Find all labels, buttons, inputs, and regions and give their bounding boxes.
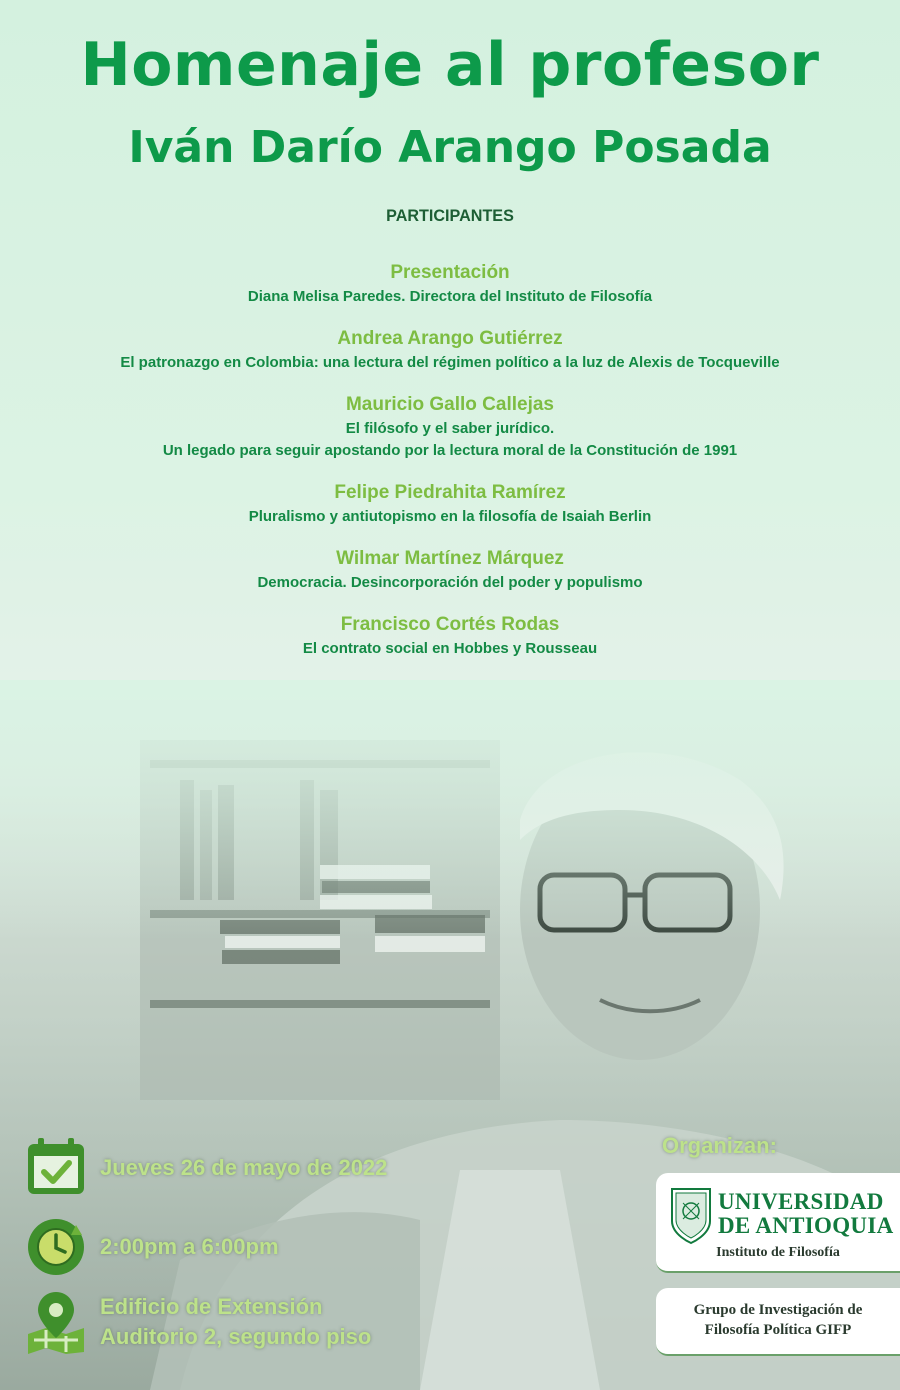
speaker-name: Andrea Arango Gutiérrez xyxy=(337,328,563,349)
speaker-item xyxy=(0,326,900,374)
clock-icon xyxy=(24,1215,88,1279)
speaker-name: Francisco Cortés Rodas xyxy=(340,614,560,635)
speaker-name: Felipe Piedrahita Ramírez xyxy=(334,482,566,503)
university-name-line-2: DE ANTIOQUIA xyxy=(718,1213,894,1238)
speaker-topic: El patronazgo en Colombia: una lectura del régimen político a la luz de Alexis de Tocqueville xyxy=(120,354,780,371)
map-pin-icon xyxy=(24,1290,88,1354)
speaker-item xyxy=(0,546,900,594)
event-place xyxy=(100,1292,371,1352)
speaker-topic: Diana Melisa Paredes. Directora del Instituto de Filosofía xyxy=(247,288,653,305)
speaker-topic: El filósofo y el saber jurídico. xyxy=(345,420,555,437)
event-date: Jueves 26 de mayo de 2022 xyxy=(100,1155,388,1180)
universidad-de-antioquia-card xyxy=(656,1173,900,1273)
participants-heading: PARTICIPANTES xyxy=(386,206,514,225)
organizers-heading: Organizan: xyxy=(662,1133,777,1158)
speaker-name: Presentación xyxy=(390,262,510,283)
gifp-card xyxy=(656,1288,900,1356)
university-seal-icon xyxy=(668,1185,714,1247)
event-time-row xyxy=(24,1215,279,1279)
event-place-row xyxy=(24,1290,371,1354)
group-name-line-2: Filosofía Política GIFP xyxy=(704,1322,852,1338)
speaker-item xyxy=(0,612,900,660)
event-place-line-2: Auditorio 2, segundo piso xyxy=(100,1324,372,1349)
speaker-topic: Democracia. Desincorporación del poder y populismo xyxy=(257,574,643,591)
speaker-item xyxy=(0,260,900,308)
event-place-line-1: Edificio de Extensión xyxy=(100,1294,323,1319)
speaker-name: Wilmar Martínez Márquez xyxy=(336,548,564,569)
speaker-name: Mauricio Gallo Callejas xyxy=(345,394,555,415)
group-name-line-1: Grupo de Investigación de xyxy=(693,1302,863,1318)
calendar-check-icon xyxy=(24,1136,88,1200)
institute-name: Instituto de Filosofía xyxy=(716,1245,840,1260)
speaker-item xyxy=(0,392,900,462)
title-line-2: Iván Darío Arango Posada xyxy=(128,122,772,173)
photo-fade xyxy=(0,680,900,940)
speaker-item xyxy=(0,480,900,528)
speaker-topic: El contrato social en Hobbes y Rousseau xyxy=(302,640,598,657)
event-date-row xyxy=(24,1136,387,1200)
university-name-line-1: UNIVERSIDAD xyxy=(718,1189,884,1214)
speaker-topic: Un legado para seguir apostando por la lectura moral de la Constitución de 1991 xyxy=(162,442,738,459)
speaker-list xyxy=(0,260,900,678)
event-time: 2:00pm a 6:00pm xyxy=(100,1234,279,1259)
title-line-1: Homenaje al profesor xyxy=(80,30,820,100)
speaker-topic: Pluralismo y antiutopismo en la filosofía de Isaiah Berlin xyxy=(248,508,652,525)
